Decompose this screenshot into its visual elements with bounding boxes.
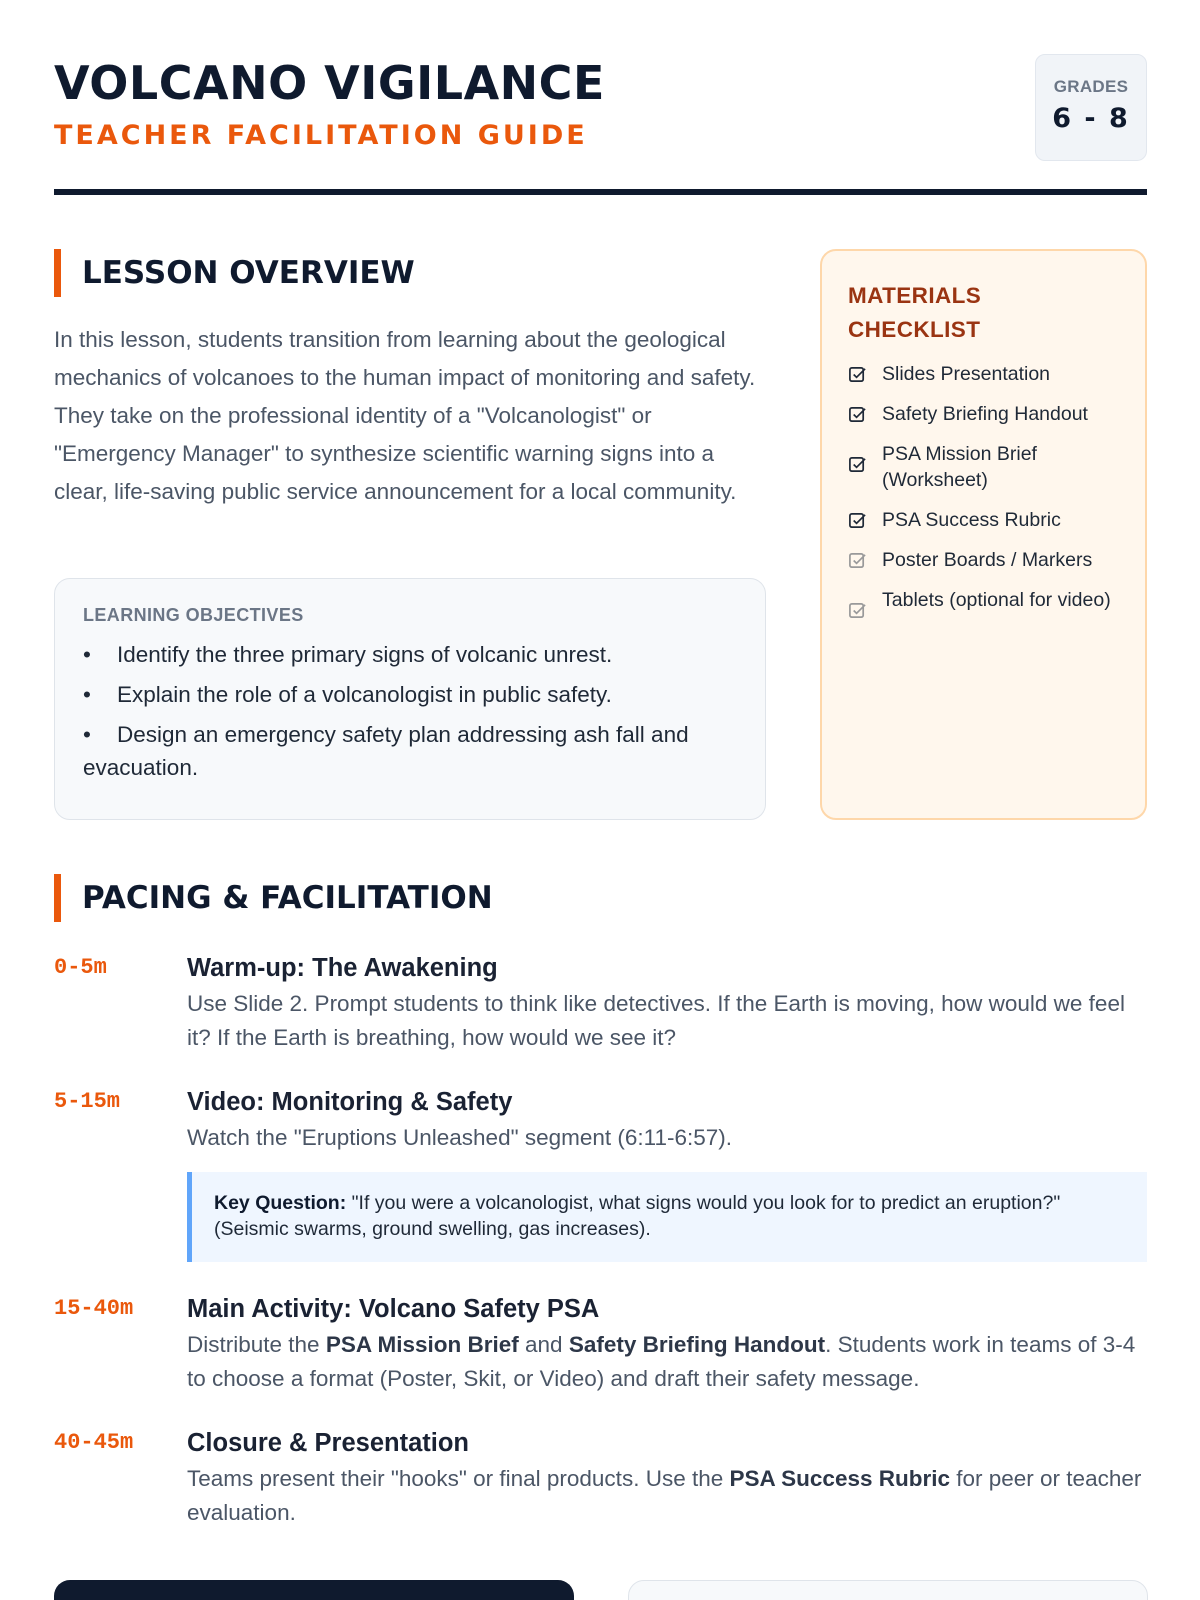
pacing-body	[187, 951, 1147, 1054]
objective-item	[83, 718, 737, 784]
pacing-description: Use Slide 2. Prompt students to think like detectives. If the Earth is moving, how would we feel it? If the Earth is breathing, how would we see it?	[187, 991, 1125, 1050]
pacing-description-part: Distribute the	[187, 1332, 326, 1357]
pacing-body	[187, 1085, 1147, 1262]
checkbox-checked-icon	[848, 405, 867, 424]
grades-value: 6 - 8	[1052, 103, 1130, 134]
pacing-time: 40-45m	[54, 1430, 134, 1455]
materials-item-label: Slides Presentation	[882, 363, 1051, 385]
key-question-label: Key Question:	[214, 1191, 347, 1214]
materials-item-label: PSA Success Rubric	[882, 509, 1061, 531]
objective-item	[83, 638, 737, 671]
pacing-title: Video: Monitoring & Safety	[187, 1088, 513, 1116]
learning-objectives-list	[83, 638, 737, 784]
bullet-icon: •	[83, 722, 91, 747]
header-divider	[54, 189, 1147, 195]
pacing-title: Closure & Presentation	[187, 1429, 469, 1457]
key-question-text: "If you were a volcanologist, what signs would you look for to predict an eruption?" (Seismic swarms, ground swelling, gas increases).	[214, 1191, 1061, 1240]
pacing-description-part: and	[518, 1332, 569, 1357]
pacing-body	[187, 1292, 1147, 1395]
bullet-icon: •	[83, 682, 91, 707]
pacing-description	[187, 1328, 1147, 1395]
pacing-description-bold: PSA Mission Brief	[325, 1332, 519, 1357]
pacing-description-part: . Students work in teams of 3-4 to choose a format (Poster, Skit, or Video) and draft their safety message.	[187, 1332, 1136, 1391]
checkbox-checked-icon	[848, 455, 867, 474]
lesson-overview-heading	[54, 249, 415, 297]
pacing-heading	[54, 874, 493, 922]
materials-title: MATERIALS CHECKLIST	[848, 283, 982, 342]
page-header	[54, 54, 1147, 196]
pacing-heading-text: PACING & FACILITATION	[82, 880, 493, 916]
bottom-card-light	[628, 1580, 1148, 1600]
learning-objectives-box	[54, 578, 766, 820]
pacing-title: Main Activity: Volcano Safety PSA	[187, 1295, 600, 1323]
key-question-callout	[187, 1172, 1147, 1262]
page-title: VOLCANO VIGILANCE	[54, 56, 605, 110]
pacing-description: Watch the "Eruptions Unleashed" segment (6:11-6:57).	[187, 1125, 733, 1150]
checkbox-checked-icon	[848, 551, 867, 570]
bullet-icon: •	[83, 642, 91, 667]
materials-item	[848, 587, 1119, 613]
bottom-card-dark	[54, 1580, 574, 1600]
objective-text: Design an emergency safety plan addressing ash fall and evacuation.	[83, 722, 689, 780]
pacing-time: 0-5m	[54, 955, 107, 980]
page-subtitle: TEACHER FACILITATION GUIDE	[54, 120, 588, 151]
objective-text: Identify the three primary signs of volcanic unrest.	[117, 642, 613, 667]
checkbox-checked-icon	[848, 601, 867, 620]
checkbox-checked-icon	[848, 511, 867, 530]
materials-item	[848, 507, 1119, 533]
objective-text: Explain the role of a volcanologist in public safety.	[117, 682, 612, 707]
pacing-title: Warm-up: The Awakening	[187, 954, 498, 982]
pacing-description-bold: PSA Success Rubric	[729, 1466, 950, 1491]
materials-item-label: Poster Boards / Markers	[882, 549, 1093, 571]
pacing-time: 5-15m	[54, 1089, 121, 1114]
checkbox-checked-icon	[848, 365, 867, 384]
pacing-description-bold: Safety Briefing Handout	[568, 1332, 826, 1357]
learning-objectives-title: LEARNING OBJECTIVES	[83, 605, 304, 625]
materials-item	[848, 441, 1119, 493]
pacing-description-part: Teams present their "hooks" or final products. Use the	[187, 1466, 730, 1491]
materials-item-label: Safety Briefing Handout	[882, 403, 1088, 425]
materials-item	[848, 361, 1119, 387]
materials-item	[848, 401, 1119, 427]
pacing-description	[187, 1462, 1147, 1529]
materials-item-label: Tablets (optional for video)	[882, 589, 1111, 611]
materials-checklist	[820, 249, 1147, 820]
pacing-body	[187, 1426, 1147, 1529]
pacing-description-part: for peer or teacher evaluation.	[187, 1466, 1142, 1525]
grades-label: GRADES	[1053, 77, 1129, 96]
grades-badge	[1035, 54, 1147, 161]
materials-item-label: PSA Mission Brief (Worksheet)	[882, 443, 1037, 491]
objective-item	[83, 678, 737, 711]
pacing-time: 15-40m	[54, 1296, 134, 1321]
materials-item	[848, 547, 1119, 573]
lesson-overview-heading-text: LESSON OVERVIEW	[82, 255, 415, 291]
lesson-overview-text: In this lesson, students transition from learning about the geological mechanics of volcanoes to the human impact of monitoring and safety. They take on the professional identity of a "Volcanologist" or "Emergency Manager" to synthesize scientific warning signs into a clear, life-saving public service announcement for a local community.	[54, 327, 756, 504]
